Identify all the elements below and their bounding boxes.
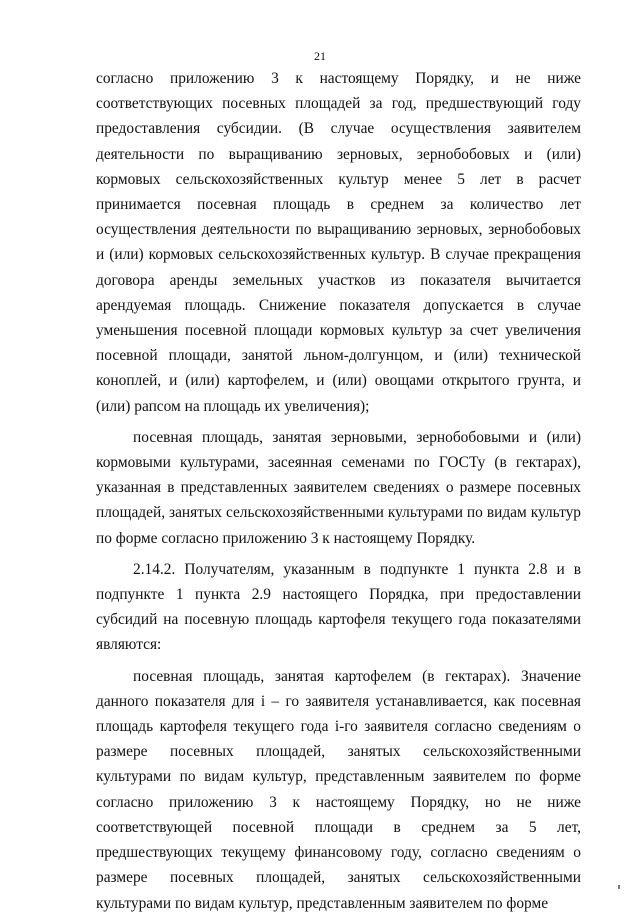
scan-mark — [618, 885, 620, 889]
paragraph-sown-area-potato: посевная площадь, занятая картофелем (в гектарах). Значение данного показателя для i – го заявителя устанавливается, как посевная площадь картофеля текущего года i-го заявителя согласно сведениям о размере посевных площадей, занятых сельскохозяйственными культурами по видам культур, представленным заявителем по форме согласно приложению 3 к настоящему Порядку, но не ниже соответствующей посевной площади в среднем за 5 лет, предшествующих текущему финансовому году, согласно сведениям о размере посевных площадей, занятых сельскохозяйственными культурами по видам культур, представленным заявителем по форме — [96, 667, 581, 912]
page-number: 21 — [314, 49, 326, 63]
paragraph-continuation: согласно приложению 3 к настоящему Порядку, и не ниже соответствующих посевных площадей за год, предшествующий году предоставления субсидии. (В случае осуществления заявителем деятельности по выращиванию зерновых, зернобобовых и (или) кормовых сельскохозяйственных культур менее 5 лет в расчет принимается посевная площадь в среднем за количество лет осуществления деятельности по выращиванию зерновых, зернобобовых и (или) кормовых сельскохозяйственных культур. В случае прекращения договора аренды земельных участков из показателя вычитается арендуемая площадь. Снижение показателя допускается в случае уменьшения посевной площади кормовых культур за счет увеличения посевной площади, занятой льном-долгунцом, и (или) технической коноплей, и (или) картофелем, и (или) овощами открытого грунта, и (или) рапсом на площадь их увеличения); — [96, 70, 581, 415]
paragraph-2-14-2: 2.14.2. Получателям, указанным в подпункте 1 пункта 2.8 и в подпункте 1 пункта 2.9 настоящего Порядка, при предоставлении субсидий на посевную площадь картофеля текущего года показателями являются: — [96, 560, 581, 654]
document-body — [96, 66, 581, 916]
paragraph-sown-area-grain: посевная площадь, занятая зерновыми, зернобобовыми и (или) кормовыми культурами, засеянная семенами по ГОСТу (в гектарах), указанная в представленных заявителем сведениях о размере посевных площадей, занятых сельскохозяйственными культурами по видам культур по форме согласно приложению 3 к настоящему Порядку. — [96, 428, 581, 547]
